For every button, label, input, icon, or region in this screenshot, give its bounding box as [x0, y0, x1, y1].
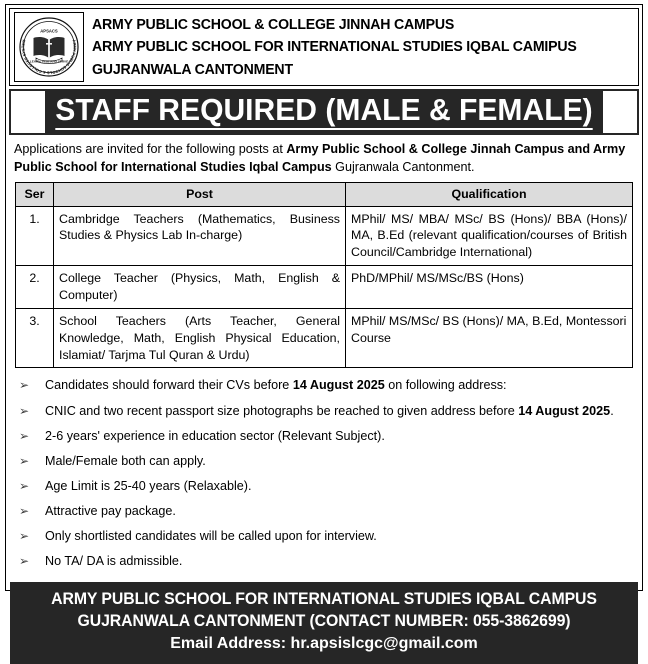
contact-footer [10, 582, 638, 664]
row-post: College Teacher (Physics, Math, English & Computer) [54, 266, 346, 309]
svg-text:ARMY PUBLIC SCHOOLS & COLLEGES: ARMY PUBLIC SCHOOLS & COLLEGES SYSTEM [20, 38, 78, 76]
list-item [19, 553, 631, 570]
list-item [19, 528, 631, 545]
list-item [19, 503, 631, 520]
apsacs-logo-icon [14, 12, 84, 82]
list-item-text [45, 528, 631, 544]
staff-required-banner [9, 89, 639, 135]
arrow-bullet-icon: ➢ [19, 478, 30, 493]
list-item-pre: 2-6 years' experience in education sector (Relevant Subject). [45, 428, 385, 443]
intro-paragraph [9, 135, 639, 182]
list-item [19, 478, 631, 495]
list-item-text [45, 453, 631, 469]
row-ser: 1. [16, 206, 54, 266]
list-item-pre: Candidates should forward their CVs before [45, 378, 293, 393]
list-item-text [45, 377, 631, 393]
list-item-pre: Only shortlisted candidates will be called upon for interview. [45, 529, 377, 544]
table-header-row [16, 182, 633, 206]
page-border [5, 4, 643, 652]
row-qualification: MPhil/ MS/ MBA/ MSc/ BS (Hons)/ BBA (Hons)/ MA, B.Ed (relevant qualification/courses of British Council/Cambridge International) [346, 206, 633, 266]
row-ser: 2. [16, 266, 54, 309]
intro-text-2: Gujranwala Cantonment. [331, 159, 475, 174]
intro-institutions: Army Public School & College Jinnah Campus and Army Public School for International Studies Iqbal Campus [14, 142, 626, 174]
arrow-bullet-icon: ➢ [19, 554, 30, 569]
arrow-bullet-icon: ➢ [19, 503, 30, 518]
svg-text:APSACS: APSACS [40, 28, 58, 34]
list-item-text [45, 503, 631, 519]
list-item [19, 403, 631, 420]
list-item [19, 377, 631, 394]
row-ser: 3. [16, 308, 54, 368]
row-post: School Teachers (Arts Teacher, General Knowledge, Math, English Physical Education, Islamiat/ Tarjma Tul Quran & Urdu) [54, 308, 346, 368]
row-qualification: MPhil/ MS/MSc/ BS (Hons)/ MA, B.Ed, Montessori Course [346, 308, 633, 368]
header-title-block [92, 14, 613, 81]
table-row [16, 206, 633, 266]
list-item-pre: Attractive pay package. [45, 503, 176, 518]
list-item-text [45, 553, 631, 569]
intro-text-1: Applications are invited for the following posts at [14, 142, 287, 156]
arrow-bullet-icon: ➢ [19, 529, 30, 544]
list-item [19, 428, 631, 445]
institution-header [9, 8, 639, 86]
list-item-post: on following address: [384, 378, 507, 393]
arrow-bullet-icon: ➢ [19, 403, 30, 418]
list-item-pre: No TA/ DA is admissible. [45, 554, 183, 569]
banner-title: STAFF REQUIRED (MALE & FEMALE) [55, 94, 592, 130]
column-header-post: Post [54, 182, 346, 206]
list-item-pre: CNIC and two recent passport size photographs be reached to given address before [45, 403, 519, 418]
table-row [16, 266, 633, 309]
banner-notch-right [603, 91, 637, 133]
list-item-pre: Male/Female both can apply. [45, 453, 206, 468]
list-item-bold: 14 August 2025 [292, 378, 385, 393]
list-item-text [45, 403, 631, 419]
arrow-bullet-icon: ➢ [19, 453, 30, 468]
svg-text:LEARN, RISE AND SERVE: LEARN, RISE AND SERVE [29, 59, 69, 64]
row-post: Cambridge Teachers (Mathematics, Business Studies & Physics Lab In-charge) [54, 206, 346, 266]
list-item-pre: Age Limit is 25-40 years (Relaxable). [45, 478, 252, 493]
header-line-1: ARMY PUBLIC SCHOOL & COLLEGE JINNAH CAMPUS [92, 15, 455, 33]
footer-email: Email Address: hr.apsislcgc@gmail.com [170, 634, 478, 652]
posts-table [15, 182, 633, 369]
footer-line-1: ARMY PUBLIC SCHOOL FOR INTERNATIONAL STUDIES IQBAL CAMPUS [51, 590, 597, 609]
column-header-qualification: Qualification [346, 182, 633, 206]
row-qualification: PhD/MPhil/ MS/MSc/BS (Hons) [346, 266, 633, 309]
arrow-bullet-icon: ➢ [19, 378, 30, 393]
column-header-ser: Ser [16, 182, 54, 206]
list-item-bold: 14 August 2025 [518, 403, 611, 418]
header-line-3: GUJRANWALA CANTONMENT [92, 60, 293, 78]
arrow-bullet-icon: ➢ [19, 428, 30, 443]
banner-notch-left [11, 91, 45, 133]
list-item [19, 453, 631, 470]
footer-line-2: GUJRANWALA CANTONMENT (CONTACT NUMBER: 055-3862699) [77, 612, 571, 630]
header-line-2: ARMY PUBLIC SCHOOL FOR INTERNATIONAL STUDIES IQBAL CAMIPUS [92, 38, 577, 56]
posts-table-wrapper [9, 182, 639, 369]
conditions-list [9, 368, 639, 582]
list-item-text [45, 428, 631, 444]
list-item-text [45, 478, 631, 494]
list-item-post: . [610, 403, 614, 418]
table-row [16, 308, 633, 368]
